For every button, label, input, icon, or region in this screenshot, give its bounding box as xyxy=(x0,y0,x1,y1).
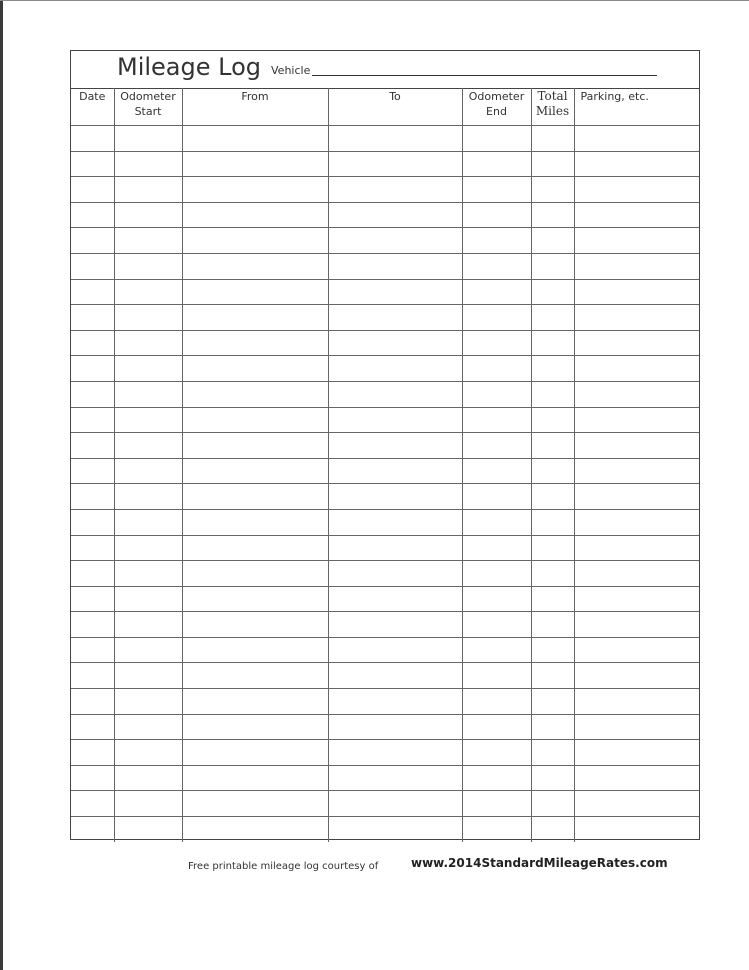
odometer-start-cell[interactable] xyxy=(114,202,182,228)
odometer-start-cell[interactable] xyxy=(114,253,182,279)
odometer-end-cell[interactable] xyxy=(462,356,531,382)
to-cell[interactable] xyxy=(328,612,462,638)
to-cell[interactable] xyxy=(328,177,462,203)
to-cell[interactable] xyxy=(328,253,462,279)
column-header-to: To xyxy=(328,88,462,126)
odometer-start-cell[interactable] xyxy=(114,177,182,203)
parking-cell[interactable] xyxy=(574,253,699,279)
column-header-odometer-end: Odometer End xyxy=(462,88,531,126)
odometer-end-cell[interactable] xyxy=(462,177,531,203)
date-cell[interactable] xyxy=(71,561,114,587)
odometer-start-cell[interactable] xyxy=(114,765,182,791)
table-row xyxy=(71,586,699,612)
date-cell[interactable] xyxy=(71,535,114,561)
from-cell[interactable] xyxy=(182,561,328,587)
table-row xyxy=(71,714,699,740)
parking-cell[interactable] xyxy=(574,305,699,331)
odometer-end-cell[interactable] xyxy=(462,612,531,638)
total-miles-cell[interactable] xyxy=(531,484,574,510)
odometer-start-cell[interactable] xyxy=(114,561,182,587)
table-row xyxy=(71,330,699,356)
parking-cell[interactable] xyxy=(574,279,699,305)
total-miles-cell[interactable] xyxy=(531,458,574,484)
total-miles-cell[interactable] xyxy=(531,433,574,459)
parking-cell[interactable] xyxy=(574,535,699,561)
table-row xyxy=(71,765,699,791)
parking-cell[interactable] xyxy=(574,228,699,254)
total-miles-cell[interactable] xyxy=(531,330,574,356)
to-cell[interactable] xyxy=(328,126,462,152)
table-row xyxy=(71,407,699,433)
odometer-start-cell[interactable] xyxy=(114,151,182,177)
from-cell[interactable] xyxy=(182,458,328,484)
date-cell[interactable] xyxy=(71,714,114,740)
to-cell[interactable] xyxy=(328,356,462,382)
from-cell[interactable] xyxy=(182,637,328,663)
date-cell[interactable] xyxy=(71,356,114,382)
from-cell[interactable] xyxy=(182,663,328,689)
scan-edge-top xyxy=(0,0,749,1)
to-cell[interactable] xyxy=(328,637,462,663)
table-row xyxy=(71,356,699,382)
to-cell[interactable] xyxy=(328,407,462,433)
date-cell[interactable] xyxy=(71,253,114,279)
total-miles-cell[interactable] xyxy=(531,791,574,817)
total-miles-cell[interactable] xyxy=(531,509,574,535)
odometer-start-cell[interactable] xyxy=(114,381,182,407)
odometer-end-cell[interactable] xyxy=(462,228,531,254)
parking-cell[interactable] xyxy=(574,714,699,740)
total-miles-cell[interactable] xyxy=(531,817,574,842)
from-cell[interactable] xyxy=(182,407,328,433)
to-cell[interactable] xyxy=(328,765,462,791)
odometer-end-cell[interactable] xyxy=(462,126,531,152)
parking-cell[interactable] xyxy=(574,177,699,203)
parking-cell[interactable] xyxy=(574,407,699,433)
header-row xyxy=(71,88,699,126)
date-cell[interactable] xyxy=(71,484,114,510)
from-cell[interactable] xyxy=(182,253,328,279)
table-row xyxy=(71,381,699,407)
to-cell[interactable] xyxy=(328,381,462,407)
from-cell[interactable] xyxy=(182,765,328,791)
from-cell[interactable] xyxy=(182,740,328,766)
from-cell[interactable] xyxy=(182,279,328,305)
column-header-from: From xyxy=(182,88,328,126)
total-miles-cell[interactable] xyxy=(531,740,574,766)
to-cell[interactable] xyxy=(328,740,462,766)
odometer-end-cell[interactable] xyxy=(462,381,531,407)
odometer-start-cell[interactable] xyxy=(114,612,182,638)
from-cell[interactable] xyxy=(182,126,328,152)
parking-cell[interactable] xyxy=(574,509,699,535)
from-cell[interactable] xyxy=(182,586,328,612)
date-cell[interactable] xyxy=(71,177,114,203)
odometer-end-cell[interactable] xyxy=(462,433,531,459)
odometer-start-cell[interactable] xyxy=(114,279,182,305)
parking-cell[interactable] xyxy=(574,433,699,459)
vehicle-field-line xyxy=(312,75,657,76)
odometer-end-cell[interactable] xyxy=(462,765,531,791)
table-row xyxy=(71,817,699,842)
parking-cell[interactable] xyxy=(574,561,699,587)
to-cell[interactable] xyxy=(328,305,462,331)
to-cell[interactable] xyxy=(328,535,462,561)
odometer-end-cell[interactable] xyxy=(462,253,531,279)
date-cell[interactable] xyxy=(71,791,114,817)
from-cell[interactable] xyxy=(182,381,328,407)
parking-cell[interactable] xyxy=(574,484,699,510)
from-cell[interactable] xyxy=(182,817,328,842)
to-cell[interactable] xyxy=(328,561,462,587)
scan-edge-left xyxy=(0,0,3,970)
date-cell[interactable] xyxy=(71,407,114,433)
odometer-start-cell[interactable] xyxy=(114,305,182,331)
to-cell[interactable] xyxy=(328,458,462,484)
from-cell[interactable] xyxy=(182,689,328,715)
parking-cell[interactable] xyxy=(574,765,699,791)
from-cell[interactable] xyxy=(182,305,328,331)
odometer-end-cell[interactable] xyxy=(462,791,531,817)
to-cell[interactable] xyxy=(328,714,462,740)
odometer-start-cell[interactable] xyxy=(114,356,182,382)
odometer-start-cell[interactable] xyxy=(114,228,182,254)
odometer-end-cell[interactable] xyxy=(462,535,531,561)
from-cell[interactable] xyxy=(182,177,328,203)
from-cell[interactable] xyxy=(182,356,328,382)
date-cell[interactable] xyxy=(71,765,114,791)
column-header-parking: Parking, etc. xyxy=(574,88,699,126)
date-cell[interactable] xyxy=(71,458,114,484)
date-cell[interactable] xyxy=(71,228,114,254)
to-cell[interactable] xyxy=(328,586,462,612)
mileage-log-form xyxy=(70,50,700,840)
total-miles-cell[interactable] xyxy=(531,561,574,587)
odometer-start-cell[interactable] xyxy=(114,689,182,715)
total-miles-cell[interactable] xyxy=(531,228,574,254)
table-row xyxy=(71,791,699,817)
column-header-date: Date xyxy=(71,88,114,126)
to-cell[interactable] xyxy=(328,151,462,177)
footer-website-link[interactable]: www.2014StandardMileageRates.com xyxy=(411,856,668,870)
total-miles-cell[interactable] xyxy=(531,151,574,177)
table-row xyxy=(71,561,699,587)
table-row xyxy=(71,458,699,484)
table-row xyxy=(71,509,699,535)
date-cell[interactable] xyxy=(71,202,114,228)
table-row xyxy=(71,279,699,305)
to-cell[interactable] xyxy=(328,202,462,228)
odometer-end-cell[interactable] xyxy=(462,714,531,740)
column-header-odometer-start: Odometer Start xyxy=(114,88,182,126)
total-miles-cell[interactable] xyxy=(531,202,574,228)
odometer-start-cell[interactable] xyxy=(114,407,182,433)
total-miles-cell[interactable] xyxy=(531,612,574,638)
parking-cell[interactable] xyxy=(574,689,699,715)
table-row xyxy=(71,253,699,279)
date-cell[interactable] xyxy=(71,817,114,842)
to-cell[interactable] xyxy=(328,817,462,842)
to-cell[interactable] xyxy=(328,228,462,254)
from-cell[interactable] xyxy=(182,509,328,535)
odometer-start-cell[interactable] xyxy=(114,637,182,663)
odometer-start-cell[interactable] xyxy=(114,509,182,535)
odometer-end-cell[interactable] xyxy=(462,407,531,433)
to-cell[interactable] xyxy=(328,330,462,356)
parking-cell[interactable] xyxy=(574,126,699,152)
parking-cell[interactable] xyxy=(574,458,699,484)
total-miles-cell[interactable] xyxy=(531,253,574,279)
table-row xyxy=(71,305,699,331)
mileage-log-table xyxy=(71,88,699,842)
date-cell[interactable] xyxy=(71,381,114,407)
to-cell[interactable] xyxy=(328,689,462,715)
odometer-end-cell[interactable] xyxy=(462,586,531,612)
table-row xyxy=(71,484,699,510)
vehicle-label: Vehicle xyxy=(271,64,311,77)
date-cell[interactable] xyxy=(71,279,114,305)
odometer-end-cell[interactable] xyxy=(462,509,531,535)
parking-cell[interactable] xyxy=(574,637,699,663)
odometer-start-cell[interactable] xyxy=(114,458,182,484)
date-cell[interactable] xyxy=(71,689,114,715)
to-cell[interactable] xyxy=(328,279,462,305)
odometer-end-cell[interactable] xyxy=(462,484,531,510)
date-cell[interactable] xyxy=(71,612,114,638)
total-miles-cell[interactable] xyxy=(531,714,574,740)
odometer-start-cell[interactable] xyxy=(114,817,182,842)
parking-cell[interactable] xyxy=(574,612,699,638)
odometer-end-cell[interactable] xyxy=(462,458,531,484)
total-miles-cell[interactable] xyxy=(531,407,574,433)
table-row xyxy=(71,126,699,152)
total-miles-cell[interactable] xyxy=(531,765,574,791)
from-cell[interactable] xyxy=(182,228,328,254)
odometer-end-cell[interactable] xyxy=(462,561,531,587)
date-cell[interactable] xyxy=(71,151,114,177)
odometer-start-cell[interactable] xyxy=(114,484,182,510)
date-cell[interactable] xyxy=(71,740,114,766)
from-cell[interactable] xyxy=(182,433,328,459)
table-row xyxy=(71,740,699,766)
table-row xyxy=(71,202,699,228)
date-cell[interactable] xyxy=(71,330,114,356)
total-miles-cell[interactable] xyxy=(531,126,574,152)
odometer-end-cell[interactable] xyxy=(462,817,531,842)
title-row xyxy=(71,51,699,89)
total-miles-cell[interactable] xyxy=(531,535,574,561)
odometer-end-cell[interactable] xyxy=(462,151,531,177)
parking-cell[interactable] xyxy=(574,330,699,356)
odometer-start-cell[interactable] xyxy=(114,535,182,561)
parking-cell[interactable] xyxy=(574,381,699,407)
odometer-start-cell[interactable] xyxy=(114,714,182,740)
footer-credit: Free printable mileage log courtesy of xyxy=(188,861,379,872)
parking-cell[interactable] xyxy=(574,791,699,817)
odometer-start-cell[interactable] xyxy=(114,791,182,817)
parking-cell[interactable] xyxy=(574,817,699,842)
to-cell[interactable] xyxy=(328,509,462,535)
date-cell[interactable] xyxy=(71,509,114,535)
total-miles-cell[interactable] xyxy=(531,177,574,203)
odometer-end-cell[interactable] xyxy=(462,202,531,228)
to-cell[interactable] xyxy=(328,484,462,510)
column-header-total-miles: Total Miles xyxy=(531,88,574,126)
total-miles-cell[interactable] xyxy=(531,381,574,407)
total-miles-cell[interactable] xyxy=(531,356,574,382)
odometer-start-cell[interactable] xyxy=(114,433,182,459)
odometer-end-cell[interactable] xyxy=(462,305,531,331)
date-cell[interactable] xyxy=(71,305,114,331)
odometer-start-cell[interactable] xyxy=(114,330,182,356)
odometer-end-cell[interactable] xyxy=(462,637,531,663)
odometer-end-cell[interactable] xyxy=(462,663,531,689)
odometer-start-cell[interactable] xyxy=(114,126,182,152)
odometer-end-cell[interactable] xyxy=(462,330,531,356)
log-rows xyxy=(71,126,699,842)
from-cell[interactable] xyxy=(182,535,328,561)
from-cell[interactable] xyxy=(182,330,328,356)
page-title: Mileage Log xyxy=(117,53,262,81)
from-cell[interactable] xyxy=(182,202,328,228)
table-row xyxy=(71,433,699,459)
table-row xyxy=(71,228,699,254)
parking-cell[interactable] xyxy=(574,586,699,612)
odometer-end-cell[interactable] xyxy=(462,740,531,766)
from-cell[interactable] xyxy=(182,714,328,740)
table-row xyxy=(71,535,699,561)
to-cell[interactable] xyxy=(328,433,462,459)
date-cell[interactable] xyxy=(71,433,114,459)
total-miles-cell[interactable] xyxy=(531,689,574,715)
to-cell[interactable] xyxy=(328,663,462,689)
total-miles-cell[interactable] xyxy=(531,663,574,689)
date-cell[interactable] xyxy=(71,126,114,152)
table-row xyxy=(71,637,699,663)
table-row xyxy=(71,663,699,689)
from-cell[interactable] xyxy=(182,791,328,817)
to-cell[interactable] xyxy=(328,791,462,817)
odometer-start-cell[interactable] xyxy=(114,663,182,689)
date-cell[interactable] xyxy=(71,663,114,689)
from-cell[interactable] xyxy=(182,151,328,177)
odometer-start-cell[interactable] xyxy=(114,740,182,766)
parking-cell[interactable] xyxy=(574,663,699,689)
table-row xyxy=(71,151,699,177)
from-cell[interactable] xyxy=(182,484,328,510)
total-miles-cell[interactable] xyxy=(531,637,574,663)
total-miles-cell[interactable] xyxy=(531,279,574,305)
total-miles-cell[interactable] xyxy=(531,305,574,331)
odometer-end-cell[interactable] xyxy=(462,689,531,715)
total-miles-cell[interactable] xyxy=(531,586,574,612)
odometer-end-cell[interactable] xyxy=(462,279,531,305)
parking-cell[interactable] xyxy=(574,202,699,228)
odometer-start-cell[interactable] xyxy=(114,586,182,612)
from-cell[interactable] xyxy=(182,612,328,638)
date-cell[interactable] xyxy=(71,637,114,663)
parking-cell[interactable] xyxy=(574,740,699,766)
date-cell[interactable] xyxy=(71,586,114,612)
parking-cell[interactable] xyxy=(574,356,699,382)
table-row xyxy=(71,689,699,715)
table-row xyxy=(71,612,699,638)
table-row xyxy=(71,177,699,203)
parking-cell[interactable] xyxy=(574,151,699,177)
